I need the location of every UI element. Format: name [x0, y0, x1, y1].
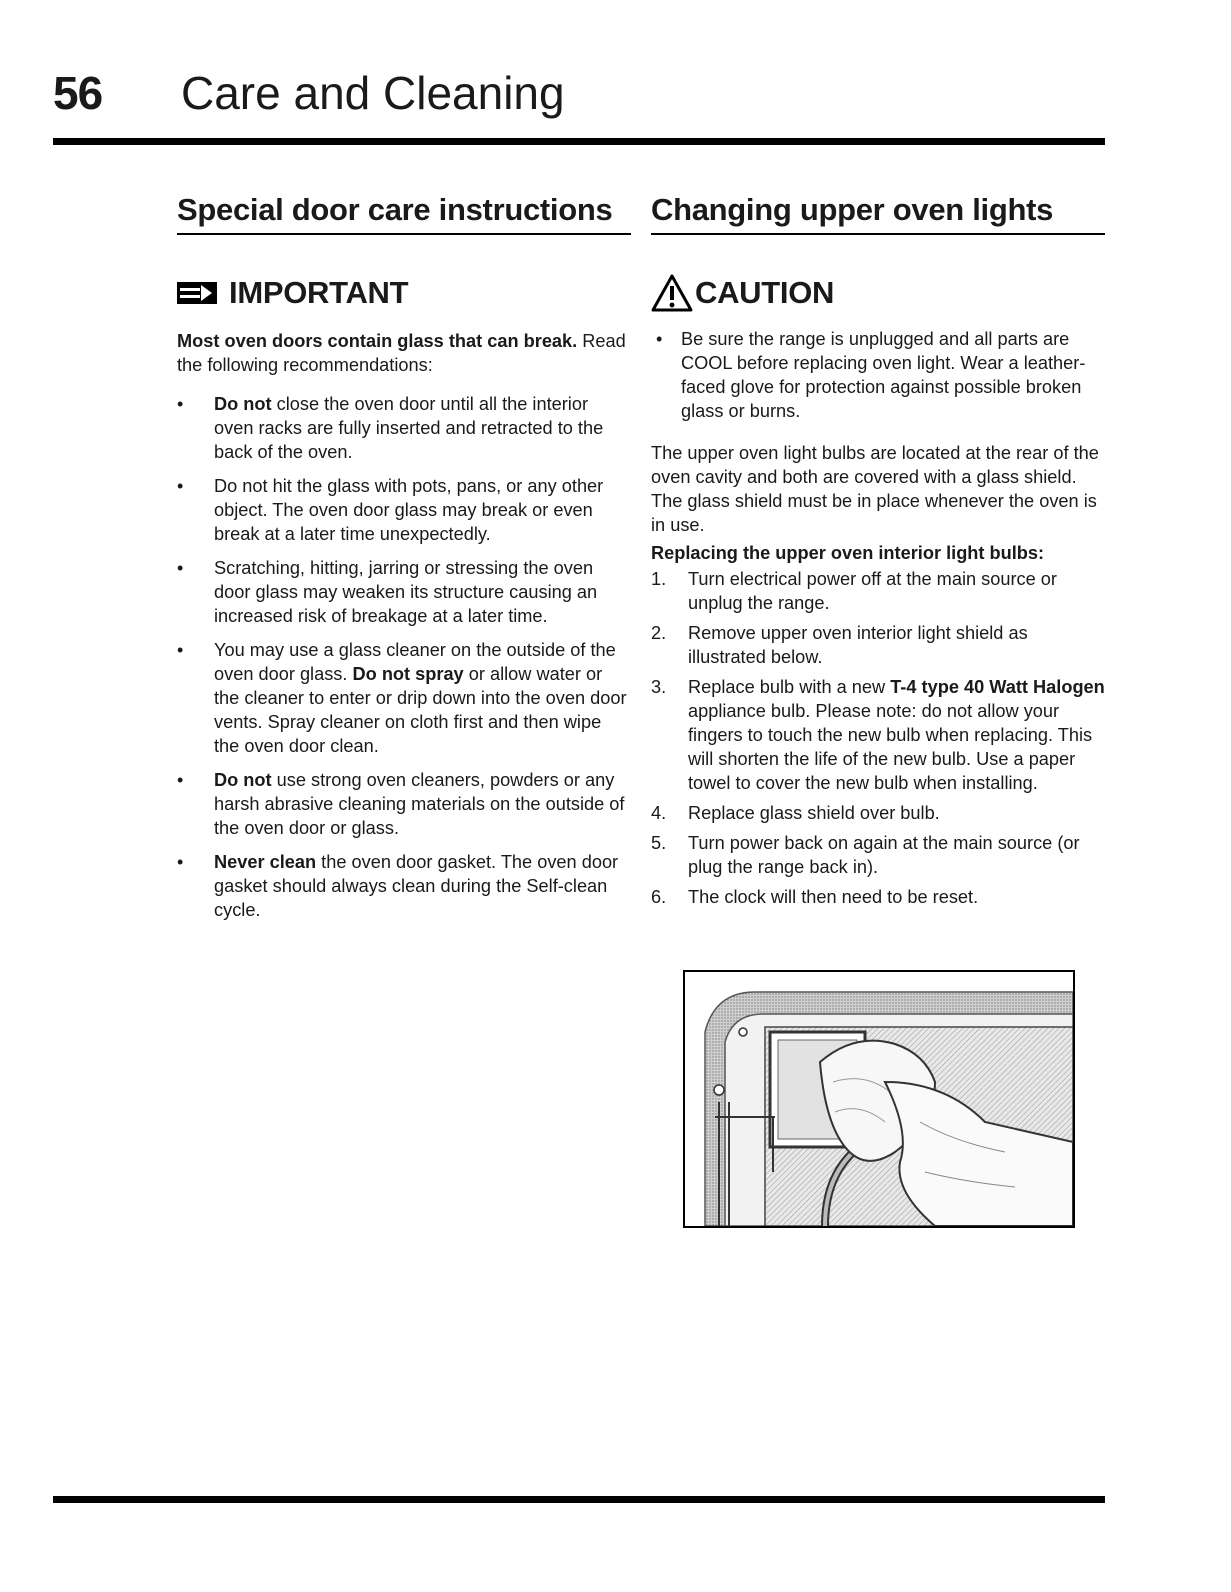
step-item [651, 567, 1105, 615]
step-text: Remove upper oven interior light shield as illustrated below. [688, 623, 1028, 667]
hand-removing-shield-image [685, 972, 1073, 1226]
step-number: 1. [651, 569, 667, 589]
intro-bold: Most oven doors contain glass that can break. [177, 331, 578, 351]
light-shield-illustration [683, 970, 1075, 1228]
intro-rest: Read the following recommendations: [177, 331, 626, 375]
important-label: IMPORTANT [229, 275, 409, 310]
oven-lights-section [651, 192, 1105, 915]
door-care-section [177, 192, 631, 932]
step-text: Turn electrical power off at the main source or unplug the range. [688, 569, 1057, 613]
intro-text [177, 329, 631, 377]
page-number: 56 [53, 67, 103, 119]
step-text: The clock will then need to be reset. [688, 887, 979, 907]
step-item [651, 801, 1105, 825]
list-item [177, 768, 631, 840]
section-heading-oven-lights: Changing upper oven lights [651, 192, 1105, 235]
list-item-bold: Do not [214, 394, 272, 414]
list-item-text: You may use a glass cleaner on the outside of the oven door glass. [214, 640, 616, 684]
list-item-bold: Do not spray [352, 664, 464, 684]
bulb-location-paragraph: The upper oven light bulbs are located at the rear of the oven cavity and both are covered with a glass shield. The glass shield must be in place whenever the oven is in use. [651, 443, 1099, 535]
step-bold: T-4 type 40 Watt Halogen [890, 677, 1105, 697]
step-item [651, 885, 1105, 909]
replacement-steps [651, 567, 1105, 909]
replacing-subheading: Replacing the upper oven interior light bulbs: [651, 543, 1045, 563]
step-text: Turn power back on again at the main source (or plug the range back in). [688, 833, 1080, 877]
list-item-text: or allow water or the cleaner to enter or drip down into the oven door vents. Spray cleaner on cloth first and then wipe the oven door clean. [214, 664, 627, 756]
step-item [651, 621, 1105, 669]
caution-callout [651, 273, 1105, 313]
caution-item: • Be sure the range is unplugged and all parts are COOL before replacing oven light. Wear a leather-faced glove for protection against possible broken glass or burns. [651, 327, 1105, 423]
list-item-text: close the oven door until all the interior oven racks are fully inserted and retracted to the back of the oven. [214, 394, 604, 462]
door-care-list [177, 392, 631, 922]
caution-list [651, 327, 1105, 423]
warning-triangle-icon [651, 274, 693, 312]
list-item [177, 850, 631, 922]
list-item [177, 474, 631, 546]
step-text: Replace bulb with a new [688, 677, 891, 697]
list-item-text: Scratching, hitting, jarring or stressing the oven door glass may weaken its structure causing an increased risk of breakage at a later time. [214, 558, 598, 626]
step-item [651, 831, 1105, 879]
footer-rule [53, 1496, 1105, 1503]
list-item [177, 556, 631, 628]
page-title: Care and Cleaning [181, 67, 565, 119]
caution-label: CAUTION [695, 275, 835, 310]
section-heading-door-care: Special door care instructions [177, 192, 631, 235]
step-number: 3. [651, 677, 667, 697]
list-item-text: use strong oven cleaners, powders or any harsh abrasive cleaning materials on the outside of the oven door or glass. [214, 770, 625, 838]
important-callout [177, 273, 631, 313]
list-item-bold: Never clean [214, 852, 317, 872]
step-text: appliance bulb. Please note: do not allow your fingers to touch the new bulb when replacing. This will shorten the life of the new bulb. Use a paper towel to cover the new bulb when installing. [688, 701, 1093, 793]
page-header [53, 64, 1105, 144]
step-number: 5. [651, 833, 667, 853]
list-item-text: Do not hit the glass with pots, pans, or any other object. The oven door glass may break or even break at a later time unexpectedly. [214, 476, 604, 544]
important-arrow-icon [177, 280, 217, 306]
step-text: Replace glass shield over bulb. [688, 803, 940, 823]
step-number: 6. [651, 887, 667, 907]
list-item-text: the oven door gasket. The oven door gasket should always clean during the Self-clean cycle. [214, 852, 619, 920]
list-item [177, 392, 631, 464]
step-item [651, 675, 1105, 795]
list-item-bold: Do not [214, 770, 272, 790]
step-number: 2. [651, 623, 667, 643]
step-number: 4. [651, 803, 667, 823]
header-rule [53, 138, 1105, 145]
list-item [177, 638, 631, 758]
